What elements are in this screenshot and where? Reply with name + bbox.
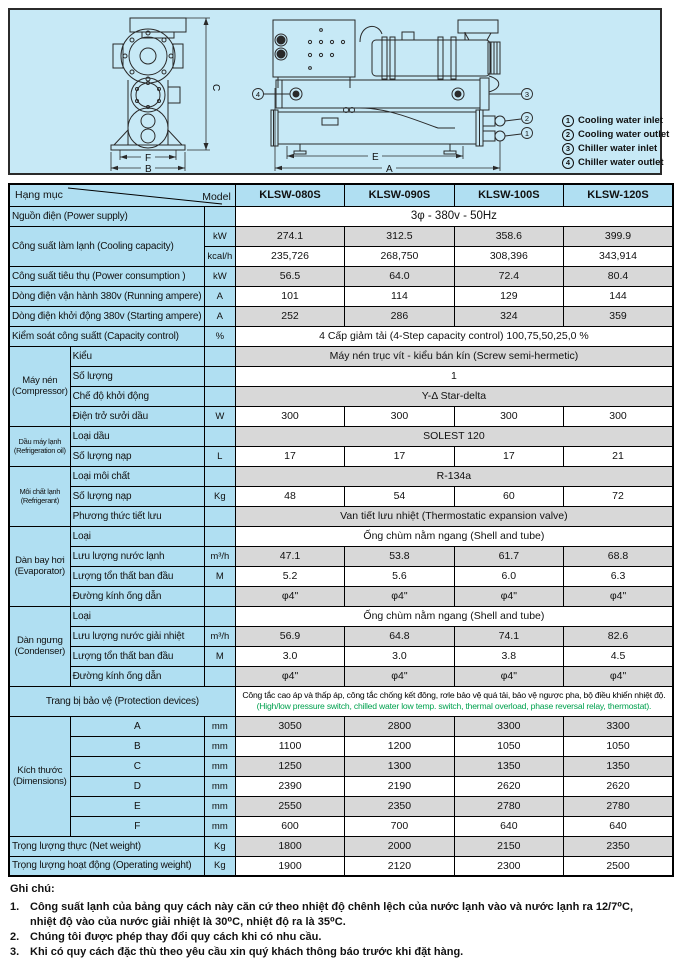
value-cell: 308,396 xyxy=(454,246,563,266)
note-item xyxy=(10,900,662,930)
value-cell: 2780 xyxy=(454,796,563,816)
value-cell: Máy nén trục vít - kiểu bán kín (Screw semi-hermetic) xyxy=(235,346,673,366)
value-cell: 53.8 xyxy=(345,546,454,566)
value-cell: φ4" xyxy=(345,666,454,686)
unit-cell: A xyxy=(204,306,235,326)
legend-item xyxy=(562,142,669,156)
circled-number-icon: 3 xyxy=(562,143,574,155)
value-cell: 3φ - 380v - 50Hz xyxy=(235,206,673,226)
unit-cell xyxy=(204,606,235,626)
row-label: Chế độ khởi động xyxy=(70,386,204,406)
group-label: Dàn bay hơi (Evaporator) xyxy=(9,526,70,606)
unit-cell: m³/h xyxy=(204,546,235,566)
table-row xyxy=(9,566,673,586)
note-number: 2. xyxy=(10,931,20,943)
dim-label-a: A xyxy=(386,164,393,173)
table-row xyxy=(9,796,673,816)
dimension-line-c xyxy=(186,18,210,150)
unit-cell: Kg xyxy=(204,486,235,506)
corner-model-label: Model xyxy=(202,190,231,203)
table-row xyxy=(9,386,673,406)
value-cell: 359 xyxy=(564,306,673,326)
table-row xyxy=(9,606,673,626)
value-cell: φ4" xyxy=(454,586,563,606)
table-row xyxy=(9,306,673,326)
value-cell: 1250 xyxy=(235,756,344,776)
value-cell: φ4" xyxy=(235,666,344,686)
value-cell: 17 xyxy=(454,446,563,466)
legend-item xyxy=(562,128,669,142)
corner-cell xyxy=(9,184,235,206)
value-cell: 2550 xyxy=(235,796,344,816)
value-cell: 5.6 xyxy=(345,566,454,586)
row-label: Phương thức tiết lưu xyxy=(70,506,204,526)
row-label: Công suất tiêu thụ (Power consumption ) xyxy=(9,266,204,286)
value-cell: 2390 xyxy=(235,776,344,796)
value-cell: 3300 xyxy=(564,716,673,736)
legend-label: Cooling water outlet xyxy=(578,129,670,140)
value-cell: 2350 xyxy=(564,836,673,856)
value-cell: φ4" xyxy=(564,666,673,686)
unit-cell: L xyxy=(204,446,235,466)
unit-cell: kW xyxy=(204,226,235,246)
value-cell: SOLEST 120 xyxy=(235,426,673,446)
row-label: Lượng tổn thất ban đầu xyxy=(70,646,204,666)
row-label: F xyxy=(70,816,204,836)
value-cell: 3300 xyxy=(454,716,563,736)
value-cell: 144 xyxy=(564,286,673,306)
unit-cell: m³/h xyxy=(204,626,235,646)
value-cell: 1350 xyxy=(454,756,563,776)
circled-number-icon: 4 xyxy=(562,157,574,169)
value-cell: φ4" xyxy=(345,586,454,606)
table-row xyxy=(9,506,673,526)
chiller-front-view xyxy=(111,18,221,173)
note-item xyxy=(10,945,662,960)
value-cell: 5.2 xyxy=(235,566,344,586)
value-cell: 82.6 xyxy=(564,626,673,646)
unit-cell xyxy=(204,366,235,386)
value-cell: 300 xyxy=(454,406,563,426)
unit-cell xyxy=(204,506,235,526)
row-label: Số lượng xyxy=(70,366,204,386)
value-cell: 300 xyxy=(564,406,673,426)
value-cell: 1 xyxy=(235,366,673,386)
diagram-legend xyxy=(562,114,669,170)
row-label: Lưu lượng nước lạnh xyxy=(70,546,204,566)
value-cell: 2780 xyxy=(564,796,673,816)
value-cell: 300 xyxy=(345,406,454,426)
value-cell: 80.4 xyxy=(564,266,673,286)
unit-cell: M xyxy=(204,566,235,586)
model-header: KLSW-120S xyxy=(564,184,673,206)
unit-cell: mm xyxy=(204,756,235,776)
circled-number-icon: 1 xyxy=(562,115,574,127)
row-label: Loại xyxy=(70,526,204,546)
table-row xyxy=(9,816,673,836)
row-label: Kiểu xyxy=(70,346,204,366)
group-label: Dầu máy lạnh (Refrigeration oil) xyxy=(9,426,70,466)
unit-cell: W xyxy=(204,406,235,426)
row-label: Trọng lượng thực (Net weight) xyxy=(9,836,204,856)
value-cell: 2500 xyxy=(564,856,673,876)
table-row xyxy=(9,346,673,366)
table-row xyxy=(9,326,673,346)
unit-cell xyxy=(204,666,235,686)
group-label: Máy nén (Compressor) xyxy=(9,346,70,426)
callout-4-num: 4 xyxy=(255,90,261,99)
value-cell: 700 xyxy=(345,816,454,836)
table-row xyxy=(9,586,673,606)
row-label: A xyxy=(70,716,204,736)
table-row xyxy=(9,426,673,446)
protection-text-en: (High/low pressure switch, chilled water low temp. switch, thermal overload, phase reversal relay, thermostat). xyxy=(256,701,652,711)
unit-cell xyxy=(204,206,235,226)
value-cell: 72 xyxy=(564,486,673,506)
unit-cell xyxy=(204,466,235,486)
row-label: Số lượng nạp xyxy=(70,486,204,506)
value-cell: φ4" xyxy=(235,586,344,606)
row-label: Điện trở sưởi dầu xyxy=(70,406,204,426)
row-label: Công suất làm lạnh (Cooling capacity) xyxy=(9,226,204,266)
value-cell: 2620 xyxy=(454,776,563,796)
value-cell: 129 xyxy=(454,286,563,306)
value-cell: Ống chùm nằm ngang (Shell and tube) xyxy=(235,526,673,546)
value-cell: 4.5 xyxy=(564,646,673,666)
value-cell: 60 xyxy=(454,486,563,506)
dim-label-e: E xyxy=(372,152,379,163)
value-cell: 114 xyxy=(345,286,454,306)
value-cell: 17 xyxy=(235,446,344,466)
unit-cell: M xyxy=(204,646,235,666)
spec-table xyxy=(8,183,674,877)
value-cell: 252 xyxy=(235,306,344,326)
note-text: Khi có quy cách đặc thù theo yêu cầu xin quý khách thông báo trước khi đặt hàng. xyxy=(30,946,464,958)
callout-2-num: 2 xyxy=(524,114,530,123)
note-text: Chúng tôi được phép thay đổi quy cách khi có nhu cầu. xyxy=(30,931,322,943)
value-cell: φ4" xyxy=(564,586,673,606)
table-row xyxy=(9,646,673,666)
unit-cell: mm xyxy=(204,716,235,736)
row-label: Kiểm soát công suấtt (Capacity control) xyxy=(9,326,204,346)
value-cell: 2800 xyxy=(345,716,454,736)
group-label: Kích thước (Dimensions) xyxy=(9,716,70,836)
table-row xyxy=(9,856,673,876)
legend-label: Cooling water inlet xyxy=(578,115,663,126)
value-cell: 312.5 xyxy=(345,226,454,246)
unit-cell xyxy=(204,346,235,366)
value-cell: 1100 xyxy=(235,736,344,756)
unit-cell xyxy=(204,386,235,406)
table-header-row xyxy=(9,184,673,206)
table-row xyxy=(9,446,673,466)
model-header: KLSW-090S xyxy=(345,184,454,206)
value-cell: 47.1 xyxy=(235,546,344,566)
dim-label-b: B xyxy=(145,164,152,173)
value-cell: φ4" xyxy=(454,666,563,686)
table-row xyxy=(9,626,673,646)
table-row xyxy=(9,716,673,736)
legend-item xyxy=(562,156,669,170)
value-cell: 56.9 xyxy=(235,626,344,646)
value-cell: 72.4 xyxy=(454,266,563,286)
value-cell: 64.8 xyxy=(345,626,454,646)
row-label: E xyxy=(70,796,204,816)
chiller-side-view xyxy=(253,20,533,173)
legend-item xyxy=(562,114,669,128)
circled-number-icon: 2 xyxy=(562,129,574,141)
note-text: Công suất lạnh của bảng quy cách này căn cứ theo nhiệt độ chênh lệch của nước lạnh vào và nước lạnh ra 12/7⁰C, nhiệt độ vào của nước giải nhiệt là 30⁰C, nhiệt độ ra là 35⁰C. xyxy=(30,901,634,928)
value-cell: 1300 xyxy=(345,756,454,776)
value-cell: 324 xyxy=(454,306,563,326)
legend-label: Chiller water inlet xyxy=(578,143,658,154)
table-row xyxy=(9,756,673,776)
table-row xyxy=(9,736,673,756)
table-row xyxy=(9,286,673,306)
unit-cell: kcal/h xyxy=(204,246,235,266)
group-label: Môi chất lạnh (Refrigerant) xyxy=(9,466,70,526)
note-number: 3. xyxy=(10,946,20,958)
value-cell: 3.0 xyxy=(345,646,454,666)
value-cell: 68.8 xyxy=(564,546,673,566)
value-cell: 3050 xyxy=(235,716,344,736)
value-cell: 640 xyxy=(564,816,673,836)
value-cell: 6.3 xyxy=(564,566,673,586)
value-cell: 600 xyxy=(235,816,344,836)
table-row xyxy=(9,546,673,566)
callout-3-num: 3 xyxy=(524,90,530,99)
row-label: Dòng điện khởi động 380v (Starting ampere) xyxy=(9,306,204,326)
note-number: 1. xyxy=(10,901,20,913)
unit-cell xyxy=(204,526,235,546)
group-label: Dàn ngưng (Condenser) xyxy=(9,606,70,686)
unit-cell: % xyxy=(204,326,235,346)
value-cell: R-134a xyxy=(235,466,673,486)
row-label: Loại xyxy=(70,606,204,626)
value-cell: 640 xyxy=(454,816,563,836)
row-label: Đường kính ống dẫn xyxy=(70,666,204,686)
value-cell: 343,914 xyxy=(564,246,673,266)
row-label: B xyxy=(70,736,204,756)
value-cell: 3.0 xyxy=(235,646,344,666)
row-label: C xyxy=(70,756,204,776)
value-cell: 1350 xyxy=(564,756,673,776)
dim-label-c: C xyxy=(210,84,221,92)
value-cell: 54 xyxy=(345,486,454,506)
table-row xyxy=(9,406,673,426)
value-cell: 101 xyxy=(235,286,344,306)
table-row xyxy=(9,266,673,286)
row-label: Lượng tổn thất ban đầu xyxy=(70,566,204,586)
unit-cell xyxy=(204,426,235,446)
value-cell: 1800 xyxy=(235,836,344,856)
value-cell: 4 Cấp giảm tải (4-Step capacity control) 100,75,50,25,0 % xyxy=(235,326,673,346)
value-cell: 56.5 xyxy=(235,266,344,286)
row-label: Dòng điện vận hành 380v (Running ampere) xyxy=(9,286,204,306)
table-row xyxy=(9,686,673,716)
unit-cell: A xyxy=(204,286,235,306)
row-label: Trang bị bảo vệ (Protection devices) xyxy=(9,686,235,716)
unit-cell: mm xyxy=(204,776,235,796)
model-header: KLSW-080S xyxy=(235,184,344,206)
value-cell: 2190 xyxy=(345,776,454,796)
notes-section xyxy=(10,882,662,960)
value-cell: Ống chùm nằm ngang (Shell and tube) xyxy=(235,606,673,626)
unit-cell: mm xyxy=(204,796,235,816)
value-cell: 268,750 xyxy=(345,246,454,266)
table-row xyxy=(9,226,673,246)
row-label: Trọng lượng hoạt động (Operating weight) xyxy=(9,856,204,876)
value-cell: 2000 xyxy=(345,836,454,856)
unit-cell: kW xyxy=(204,266,235,286)
row-label: Lưu lượng nước giải nhiệt xyxy=(70,626,204,646)
row-label: Nguồn điện (Power supply) xyxy=(9,206,204,226)
dim-label-f: F xyxy=(145,153,152,164)
table-row xyxy=(9,836,673,856)
table-row xyxy=(9,526,673,546)
protection-text-vi: Công tắc cao áp và thấp áp, công tắc chống kết đông, rơle bảo vệ quá tải, bảo vệ ngược pha, bộ điều khiển nhiệt độ. xyxy=(242,690,666,700)
row-label: D xyxy=(70,776,204,796)
value-cell: 235,726 xyxy=(235,246,344,266)
value-cell: 2620 xyxy=(564,776,673,796)
value-cell: 3.8 xyxy=(454,646,563,666)
dimension-line-a xyxy=(275,88,500,171)
value-cell: 274.1 xyxy=(235,226,344,246)
notes-heading: Ghi chú: xyxy=(10,883,55,895)
value-cell: 17 xyxy=(345,446,454,466)
value-cell: 1200 xyxy=(345,736,454,756)
unit-cell: mm xyxy=(204,736,235,756)
table-row xyxy=(9,666,673,686)
value-cell: 399.9 xyxy=(564,226,673,246)
callout-1-num: 1 xyxy=(524,129,530,138)
value-cell: 286 xyxy=(345,306,454,326)
value-cell: 2350 xyxy=(345,796,454,816)
row-label: Số lượng nạp xyxy=(70,446,204,466)
value-cell: 358.6 xyxy=(454,226,563,246)
row-label: Loại môi chất xyxy=(70,466,204,486)
corner-item-label: Hạng mục xyxy=(15,189,63,201)
value-cell xyxy=(235,686,673,716)
value-cell: 74.1 xyxy=(454,626,563,646)
diagram-panel xyxy=(8,8,670,175)
unit-cell: mm xyxy=(204,816,235,836)
row-label: Đường kính ống dẫn xyxy=(70,586,204,606)
value-cell: 48 xyxy=(235,486,344,506)
value-cell: 1050 xyxy=(564,736,673,756)
unit-cell xyxy=(204,586,235,606)
table-row xyxy=(9,366,673,386)
model-header: KLSW-100S xyxy=(454,184,563,206)
value-cell: 2150 xyxy=(454,836,563,856)
value-cell: 2300 xyxy=(454,856,563,876)
value-cell: 1900 xyxy=(235,856,344,876)
table-row xyxy=(9,466,673,486)
value-cell: 64.0 xyxy=(345,266,454,286)
legend-label: Chiller water outlet xyxy=(578,157,664,168)
table-row xyxy=(9,776,673,796)
unit-cell: Kg xyxy=(204,856,235,876)
value-cell: 1050 xyxy=(454,736,563,756)
value-cell: 2120 xyxy=(345,856,454,876)
row-label: Loại dầu xyxy=(70,426,204,446)
unit-cell: Kg xyxy=(204,836,235,856)
table-row xyxy=(9,206,673,226)
note-item xyxy=(10,930,662,945)
value-cell: 6.0 xyxy=(454,566,563,586)
value-cell: 21 xyxy=(564,446,673,466)
value-cell: 61.7 xyxy=(454,546,563,566)
value-cell: Y-Δ Star-delta xyxy=(235,386,673,406)
table-row xyxy=(9,486,673,506)
value-cell: 300 xyxy=(235,406,344,426)
value-cell: Van tiết lưu nhiệt (Thermostatic expansion valve) xyxy=(235,506,673,526)
